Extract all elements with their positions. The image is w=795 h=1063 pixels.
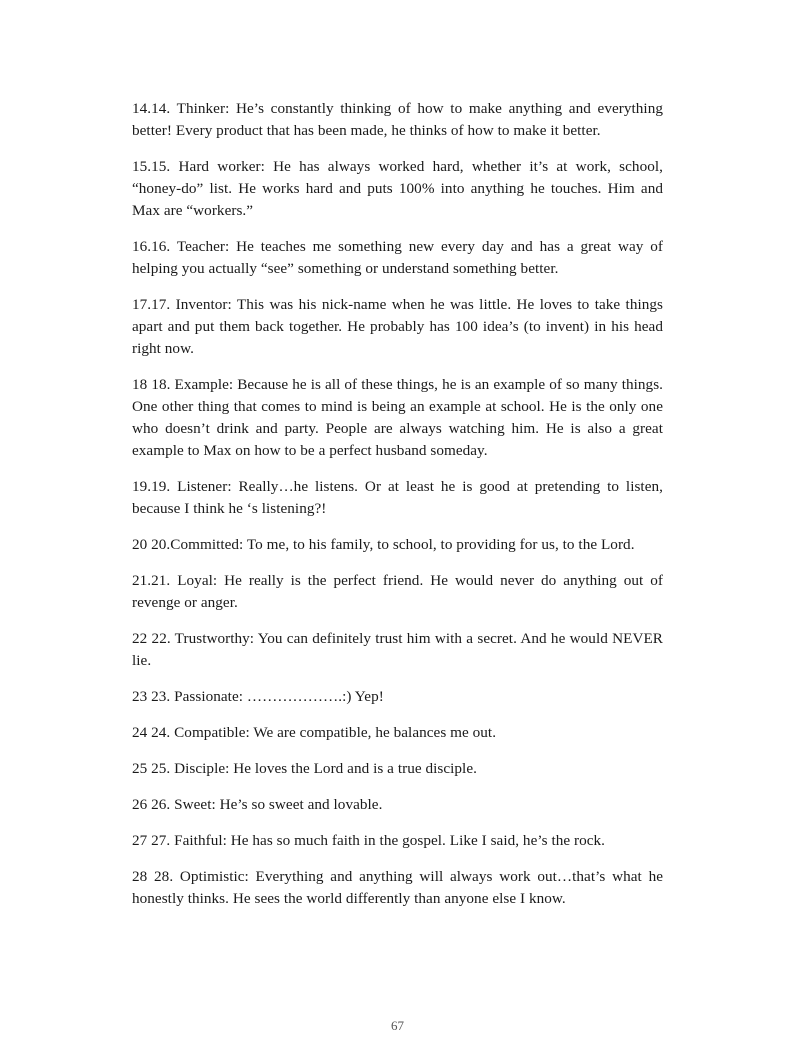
paragraph-teacher: 16.16. Teacher: He teaches me something new every day and has a great way of helping you actually “see” something or understand something better.: [132, 238, 663, 277]
paragraph-faithful: 27 27. Faithful: He has so much faith in the gospel. Like I said, he’s the rock.: [132, 832, 606, 849]
paragraph-optimistic: 28 28. Optimistic: Everything and anything will always work out…that’s what he honestly thinks. He sees the world differently than anyone else I know.: [132, 868, 663, 907]
page-number: 67: [391, 1018, 404, 1033]
paragraph-example: 18 18. Example: Because he is all of these things, he is an example of so many things. One other thing that comes to mind is being an example at school. He is the only one who doesn’t drink and party. People are always watching him. He is also a great example to Max on how to be a perfect husband someday.: [132, 376, 663, 459]
paragraph-committed: 20 20.Committed: To me, to his family, to school, to providing for us, to the Lord.: [132, 536, 635, 553]
paragraph-thinker: 14.14. Thinker: He’s constantly thinking of how to make anything and everything better! Every product that has been made, he thinks of how to make it better.: [132, 100, 663, 139]
paragraph-inventor: 17.17. Inventor: This was his nick-name when he was little. He loves to take things apart and put them back together. He probably has 100 idea’s (to invent) in his head right now.: [132, 296, 663, 357]
paragraph-sweet: 26 26. Sweet: He’s so sweet and lovable.: [132, 796, 383, 813]
page-content: [132, 98, 663, 924]
paragraph-passionate: 23 23. Passionate: ……………….:) Yep!: [132, 688, 384, 705]
paragraph-trustworthy: 22 22. Trustworthy: You can definitely trust him with a secret. And he would NEVER lie.: [132, 630, 663, 669]
paragraph-hard-worker: 15.15. Hard worker: He has always worked hard, whether it’s at work, school, “honey-do” list. He works hard and puts 100% into anything he touches. Him and Max are “workers.”: [132, 158, 663, 219]
paragraph-listener: 19.19. Listener: Really…he listens. Or at least he is good at pretending to listen, because I think he ‘s listening?!: [132, 478, 663, 517]
paragraph-disciple: 25 25. Disciple: He loves the Lord and is a true disciple.: [132, 760, 477, 777]
paragraph-loyal: 21.21. Loyal: He really is the perfect friend. He would never do anything out of revenge or anger.: [132, 572, 663, 611]
paragraph-compatible: 24 24. Compatible: We are compatible, he balances me out.: [132, 724, 497, 741]
